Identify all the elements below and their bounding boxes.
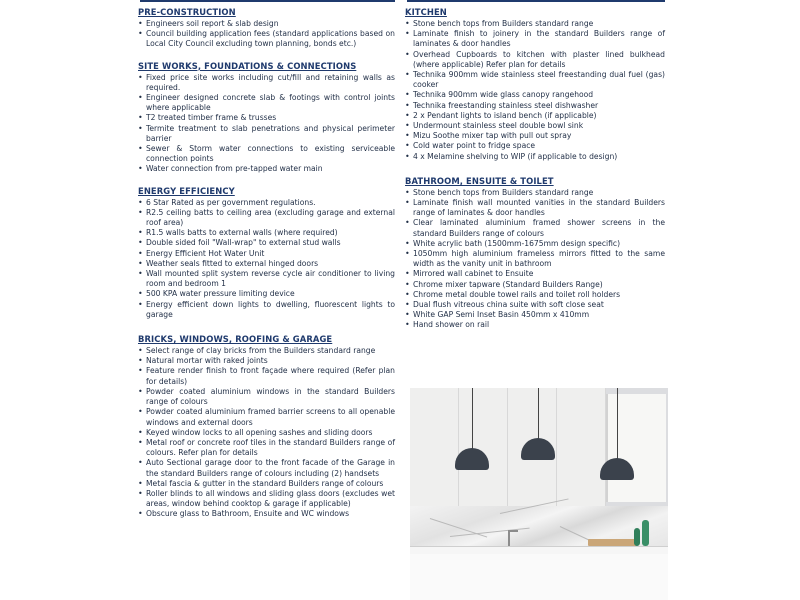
- spec-item: • Cold water point to fridge space: [405, 141, 665, 151]
- spec-item: • Engineers soil report & slab design: [138, 19, 395, 29]
- spec-item: • Double sided foil "Wall-wrap" to external stud walls: [138, 238, 395, 248]
- section-heading: BATHROOM, ENSUITE & TOILET: [405, 175, 554, 186]
- spec-item: • 1050mm high aluminium frameless mirrors fitted to the same width as the vanity unit in bathroom: [405, 249, 665, 269]
- tap-body: [508, 530, 510, 546]
- spec-item: • Stone bench tops from Builders standard range: [405, 19, 665, 29]
- spec-item: • Obscure glass to Bathroom, Ensuite and WC windows: [138, 509, 395, 519]
- spec-item: • Clear laminated aluminium framed shower screens in the standard Builders range of colours: [405, 218, 665, 238]
- section-heading: ENERGY EFFICIENCY: [138, 185, 235, 196]
- spec-item: • Council building application fees (standard applications based on Local City Council excluding town planning, bonds etc.): [138, 29, 395, 49]
- section-heading: BRICKS, WINDOWS, ROOFING & GARAGE: [138, 334, 333, 345]
- spec-item: • T2 treated timber frame & trusses: [138, 113, 395, 123]
- plant-leaf: [642, 520, 649, 546]
- spec-item: • Powder coated aluminium framed barrier screens to all openable windows and external doors: [138, 407, 395, 427]
- spec-item: • Sewer & Storm water connections to existing serviceable connection points: [138, 144, 395, 164]
- section-heading: KITCHEN: [405, 7, 447, 17]
- pendant-cord: [538, 388, 539, 440]
- spec-item: • Laminate finish wall mounted vanities in the standard Builders range of laminates & door handles: [405, 198, 665, 218]
- spec-list: [138, 19, 395, 50]
- spec-list: [138, 73, 395, 175]
- top-rule-right: [407, 0, 665, 2]
- spec-item: • R2.5 ceiling batts to ceiling area (excluding garage and external roof area): [138, 208, 395, 228]
- top-rule: [0, 0, 800, 5]
- spec-item: • Roller blinds to all windows and sliding glass doors (excludes wet areas, window behind cooktop & garage if applicable): [138, 489, 395, 509]
- right-column: [405, 7, 665, 342]
- spec-item: • Chrome metal double towel rails and toilet roll holders: [405, 290, 665, 300]
- spec-item: • Termite treatment to slab penetrations and physical perimeter barrier: [138, 124, 395, 144]
- spec-item: • Chrome mixer tapware (Standard Builders Range): [405, 280, 665, 290]
- spec-item: • Metal roof or concrete roof tiles in the standard Builders range of colours. Refer plan for details: [138, 438, 395, 458]
- spec-item: • Weather seals fitted to external hinged doors: [138, 259, 395, 269]
- spec-list: [405, 188, 665, 331]
- spec-item: • Wall mounted split system reverse cycle air conditioner to living room and bedroom 1: [138, 269, 395, 289]
- spec-item: • Fixed price site works including cut/fill and retaining walls as required.: [138, 73, 395, 93]
- bench-front: [410, 554, 668, 600]
- spec-item: • R1.5 walls batts to external walls (where required): [138, 228, 395, 238]
- spec-list: [405, 19, 665, 162]
- section-site-works: [138, 61, 395, 175]
- spec-item: • Hand shower on rail: [405, 320, 665, 330]
- spec-item: • Keyed window locks to all opening sashes and sliding doors: [138, 428, 395, 438]
- spec-list: [138, 198, 395, 320]
- spec-item: • Energy efficient down lights to dwelling, fluorescent lights to garage: [138, 300, 395, 320]
- section-bricks-windows-roofing-garage: [138, 334, 395, 519]
- spec-item: • Technika 900mm wide glass canopy rangehood: [405, 90, 665, 100]
- section-kitchen: [405, 7, 665, 162]
- section-bathroom-ensuite-toilet: [405, 176, 665, 331]
- spec-item: • Energy Efficient Hot Water Unit: [138, 249, 395, 259]
- tap-spout: [508, 530, 518, 532]
- section-heading: SITE WORKS, FOUNDATIONS & CONNECTIONS: [138, 60, 357, 71]
- spec-item: • White GAP Semi Inset Basin 450mm x 410mm: [405, 310, 665, 320]
- spec-item: • Stone bench tops from Builders standard range: [405, 188, 665, 198]
- spec-item: • Mizu Soothe mixer tap with pull out spray: [405, 131, 665, 141]
- spec-item: • Technika freestanding stainless steel dishwasher: [405, 101, 665, 111]
- section-energy-efficiency: [138, 186, 395, 320]
- spec-item: • 500 KPA water pressure limiting device: [138, 289, 395, 299]
- pendant-cord: [617, 388, 618, 460]
- top-rule-left: [140, 0, 395, 2]
- spec-item: • 2 x Pendant lights to island bench (if applicable): [405, 111, 665, 121]
- spec-item: • Engineer designed concrete slab & footings with control joints where applicable: [138, 93, 395, 113]
- spec-item: • Undermount stainless steel double bowl sink: [405, 121, 665, 131]
- kitchen-window: [606, 394, 666, 502]
- spec-list: [138, 346, 395, 519]
- spec-item: • Select range of clay bricks from the Builders standard range: [138, 346, 395, 356]
- spec-item: • Overhead Cupboards to kitchen with plaster lined bulkhead (where applicable) Refer plan for details: [405, 50, 665, 70]
- spec-item: • Technika 900mm wide stainless steel freestanding dual fuel (gas) cooker: [405, 70, 665, 90]
- kitchen-photo: [410, 388, 668, 600]
- spec-item: • 4 x Melamine shelving to WIP (if applicable to design): [405, 152, 665, 162]
- spec-item: • 6 Star Rated as per government regulations.: [138, 198, 395, 208]
- chopping-board: [588, 539, 636, 546]
- spec-item: • White acrylic bath (1500mm-1675mm design specific): [405, 239, 665, 249]
- spec-item: • Powder coated aluminium windows in the standard Builders range of colours: [138, 387, 395, 407]
- cabinet-panel: [557, 388, 606, 508]
- section-heading: PRE-CONSTRUCTION: [138, 7, 236, 17]
- plant-stem: [634, 528, 640, 546]
- section-pre-construction: [138, 7, 395, 50]
- spec-item: • Water connection from pre-tapped water main: [138, 164, 395, 174]
- spec-item: • Feature render finish to front façade where required (Refer plan for details): [138, 366, 395, 386]
- cabinet-panel: [410, 388, 459, 508]
- spec-item: • Metal fascia & gutter in the standard Builders range of colours: [138, 479, 395, 489]
- spec-item: • Mirrored wall cabinet to Ensuite: [405, 269, 665, 279]
- spec-item: • Dual flush vitreous china suite with soft close seat: [405, 300, 665, 310]
- left-column: [138, 7, 395, 531]
- spec-item: • Laminate finish to joinery in the standard Builders range of laminates & door handles: [405, 29, 665, 49]
- spec-item: • Natural mortar with raked joints: [138, 356, 395, 366]
- pendant-cord: [472, 388, 473, 450]
- spec-item: • Auto Sectional garage door to the front facade of the Garage in the standard Builders range of colours including (2) handsets: [138, 458, 395, 478]
